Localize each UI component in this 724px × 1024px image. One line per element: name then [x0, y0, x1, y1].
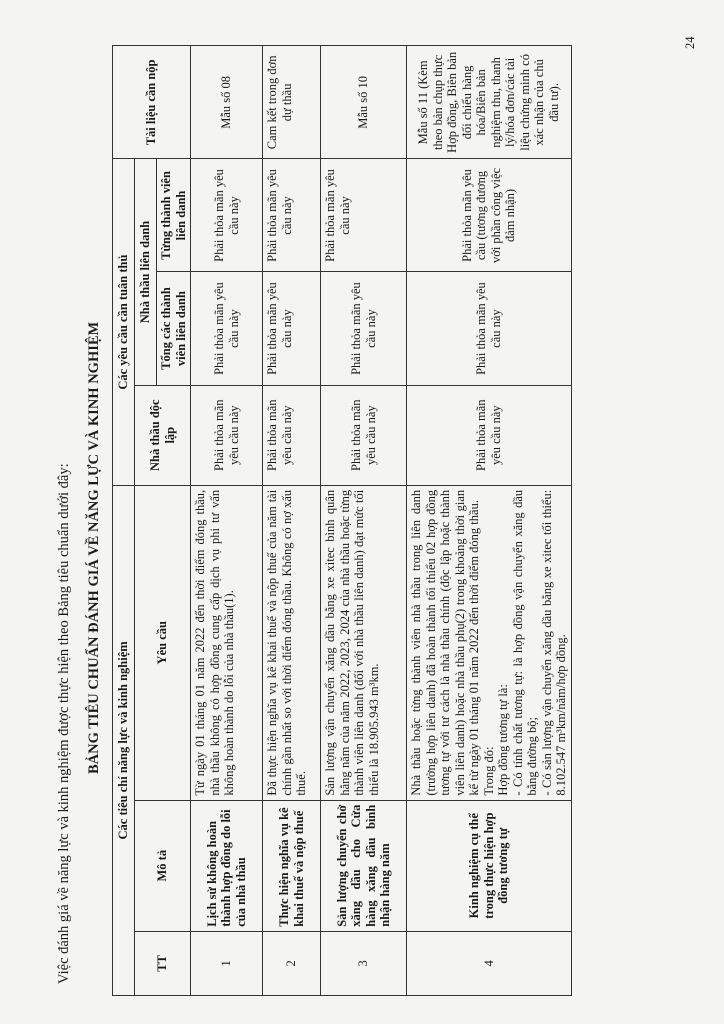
row-tt: 1: [191, 931, 263, 995]
row-independent: Phải thỏa mãn yêu cầu này: [321, 385, 407, 485]
row-jv-each: Phải thỏa mãn yêu cầu này: [321, 159, 407, 272]
page-number: 24: [683, 36, 697, 49]
header-jv-each: Từng thành viên liên danh: [157, 159, 191, 272]
header-independent: Nhà thầu độc lập: [135, 385, 191, 485]
row-requirement-list: [407, 485, 572, 800]
row-document: Mẫu số 10: [321, 46, 407, 159]
row-requirement: Sản lượng vận chuyển xăng dầu bằng xe xitec bình quân hằng năm của năm 2022, 2023, 2024 của nhà thầu hoặc từng thành viên liên danh (đối với nhà thầu liên danh) đạt mức tối thiểu là 18.905.943 m³km.: [321, 485, 407, 800]
row-description: Lịch sử không hoàn thành hợp đồng do lỗi của nhà thầu: [191, 800, 263, 931]
row-document: Mẫu số 08: [191, 46, 263, 159]
row-independent: Phải thỏa mãn yêu cầu này: [407, 385, 572, 485]
row-jv-all: Phải thỏa mãn yêu cầu này: [263, 272, 321, 385]
row-description: Kinh nghiệm cụ thể trong thực hiện hợp đồng tương tự: [407, 800, 572, 931]
requirement-line: Hợp đồng tương tự là:: [496, 684, 510, 796]
requirement-line: - Có sản lượng vận chuyển xăng dầu bằng xe xitec tối thiểu: 8.102.547 m³km/năm/hợp đồng.: [539, 489, 568, 796]
table-row: [191, 45, 263, 996]
header-requirements-group: Các yêu cầu cần tuân thủ: [113, 159, 135, 485]
header-jv-all: Tổng các thành viên liên danh: [157, 272, 191, 385]
requirement-line: Trong đó:: [481, 746, 496, 796]
row-description: Thực hiện nghĩa vụ kê khai thuế và nộp thuế: [263, 800, 321, 931]
row-jv-all: Phải thỏa mãn yêu cầu này: [407, 272, 572, 385]
header-tt: TT: [135, 931, 191, 995]
criteria-table: [112, 44, 572, 996]
row-document: Mẫu số 11 (Kèm theo bản chụp thực Hợp đồng, Biên bản đối chiếu hàng hóa/Biên bản nghiệm thu, thanh lý/hóa đơn/các tài liệu chứng minh có xác nhận của chủ đầu tư).: [407, 46, 572, 159]
row-jv-all: Phải thỏa mãn yêu cầu này: [191, 272, 263, 385]
header-documents: Tài liệu cần nộp: [113, 46, 191, 159]
table-row: [407, 45, 572, 996]
row-jv-each: Phải thỏa mãn yêu cầu (tương đương với phần công việc đảm nhận): [407, 159, 572, 272]
header-requirement: Yêu cầu: [135, 485, 191, 800]
table-row: [321, 45, 407, 996]
row-jv-each: Phải thỏa mãn yêu cầu này: [263, 159, 321, 272]
requirement-line: Nhà thầu hoặc từng thành viên nhà thầu trong liên danh (trường hợp liên danh) đã hoàn thành tối thiểu 02 hợp đồng tương tự với tư cách là nhà thầu chính (độc lập hoặc thành viên liên danh) hoặc nhà thầu phụ(2) trong khoảng thời gian kể từ ngày 01 tháng 01 năm 2022 đến thời điểm đóng thầu.: [409, 489, 481, 796]
row-description: Sản lượng chuyển chở xăng dầu cho Cửa hàng xăng dầu bình nhận hàng năm: [321, 800, 407, 931]
table-title: BẢNG TIÊU CHUẨN ĐÁNH GIÁ VỀ NĂNG LỰC VÀ KINH NGHIỆM: [86, 321, 102, 774]
row-tt: 3: [321, 931, 407, 995]
row-jv-all: Phải thỏa mãn yêu cầu này: [321, 272, 407, 385]
table-row: [263, 45, 321, 996]
row-document: Cam kết trong đơn dự thầu: [263, 46, 321, 159]
row-independent: Phải thỏa mãn yêu cầu này: [263, 385, 321, 485]
row-tt: 4: [407, 931, 572, 995]
header-jv: Nhà thầu liên danh: [135, 159, 157, 385]
row-requirement: Đã thực hiện nghĩa vụ kê khai thuế và nộp thuế của năm tài chính gần nhất so với thời điểm đóng thầu. Không có nợ xấu thuế.: [263, 485, 321, 800]
intro-text: Việc đánh giá về năng lực và kinh nghiệm được thực hiện theo Bảng tiêu chuẩn dưới đây:: [56, 463, 72, 984]
requirement-line: - Có tính chất tương tự: là hợp đồng vận chuyển xăng dầu bằng đường bộ;: [510, 489, 539, 796]
header-criteria-group: Các tiêu chí năng lực và kinh nghiệm: [113, 485, 135, 995]
row-requirement: Từ ngày 01 tháng 01 năm 2022 đến thời điểm đóng thầu, nhà thầu không có hợp đồng cung cấp dịch vụ phi tư vấn không hoàn thành do lỗi của nhà thầu(1).: [191, 485, 263, 800]
header-description: Mô tả: [135, 800, 191, 931]
row-tt: 2: [263, 931, 321, 995]
row-independent: Phải thỏa mãn yêu cầu này: [191, 385, 263, 485]
row-jv-each: Phải thỏa mãn yêu cầu này: [191, 159, 263, 272]
